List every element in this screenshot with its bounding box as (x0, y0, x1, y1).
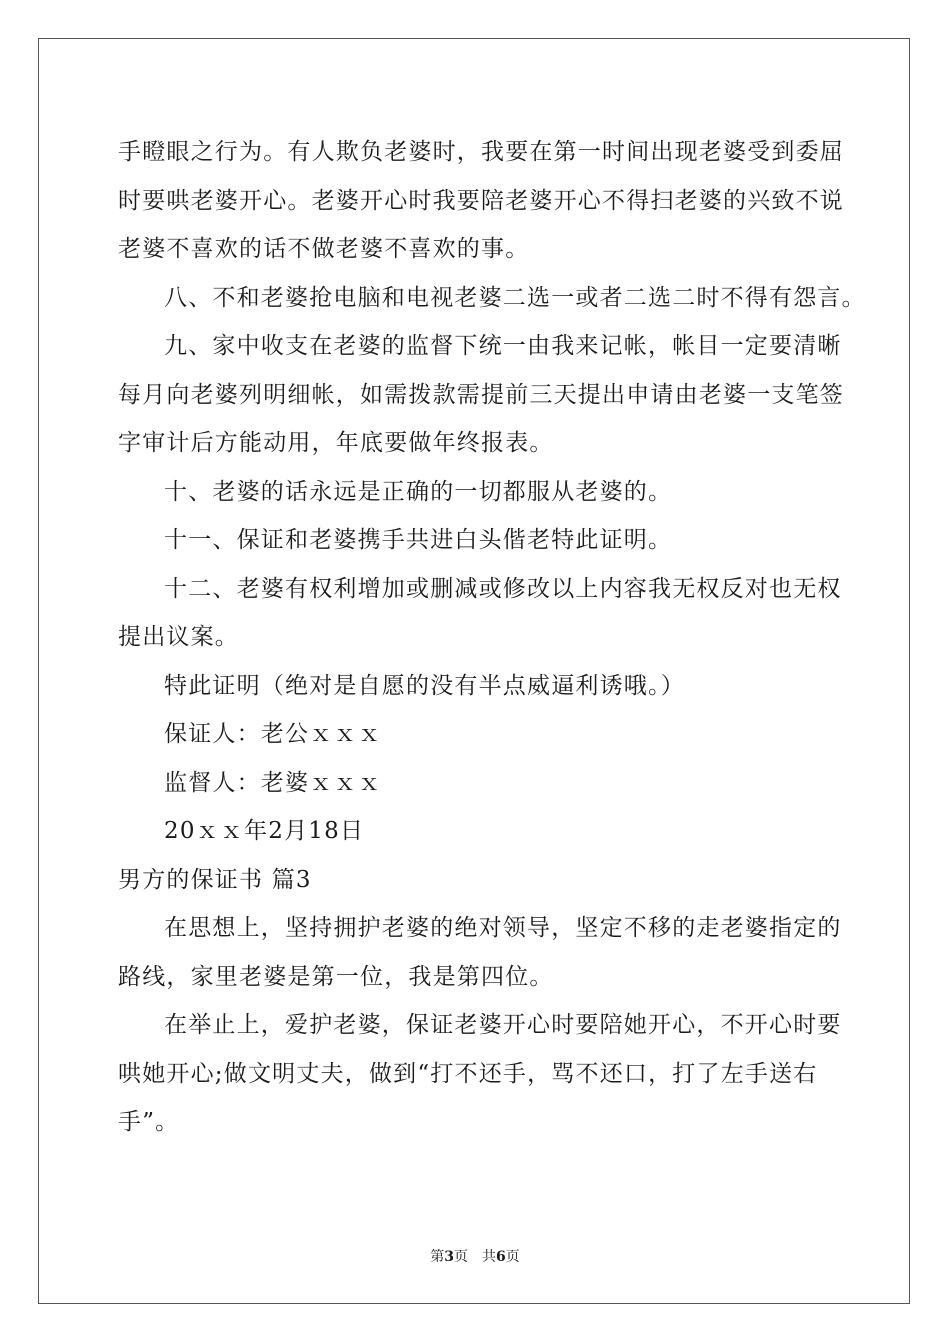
page-footer (0, 1246, 950, 1266)
paragraph-line: 八、不和老婆抢电脑和电视老婆二选一或者二选二时不得有怨言。 (164, 284, 866, 311)
document-body (118, 128, 866, 1147)
paragraph-line: 手瞪眼之行为。有人欺负老婆时，我要在第一时间出现老婆受到委屈 (118, 139, 844, 165)
paragraph-line: 路线，家里老婆是第一位，我是第四位。 (118, 963, 554, 990)
footer-middle: 页 共 (454, 1249, 496, 1265)
paragraph-line: 时要哄老婆开心。老婆开心时我要陪老婆开心不得扫老婆的兴致不说 (118, 187, 844, 214)
date-line: 20ｘｘ年2月18日 (164, 818, 365, 844)
paragraph-line: 字审计后方能动用，年底要做年终报表。 (118, 430, 554, 456)
footer-prefix: 第 (430, 1249, 445, 1265)
supervisor-line: 监督人：老婆ｘｘｘ (164, 769, 382, 796)
footer-suffix: 页 (505, 1249, 520, 1265)
current-page-number: 3 (444, 1249, 454, 1265)
paragraph-line: 每月向老婆列明细帐，如需拨款需提前三天提出申请由老婆一支笔签 (118, 381, 844, 408)
paragraph-line: 十二、老婆有权利增加或删减或修改以上内容我无权反对也无权 (164, 575, 842, 602)
paragraph-line: 手”。 (118, 1109, 180, 1135)
paragraph-line: 提出议案。 (118, 624, 239, 650)
paragraph-line: 在举止上，爱护老婆，保证老婆开心时要陪她开心，不开心时要 (164, 1012, 842, 1038)
paragraph-line: 九、家中收支在老婆的监督下统一由我来记帐，帐目一定要清晰 (164, 333, 842, 359)
section-heading: 男方的保证书 篇3 (118, 866, 312, 893)
total-page-number: 6 (496, 1249, 506, 1265)
paragraph-line: 在思想上，坚持拥护老婆的绝对领导，坚定不移的走老婆指定的 (164, 915, 842, 941)
paragraph-line: 老婆不喜欢的话不做老婆不喜欢的事。 (118, 236, 530, 262)
guarantor-line: 保证人：老公ｘｘｘ (164, 721, 382, 747)
paragraph-line: 十、老婆的话永远是正确的一切都服从老婆的。 (164, 478, 673, 505)
certification-line: 特此证明（绝对是自愿的没有半点威逼利诱哦。） (164, 672, 685, 699)
paragraph-line: 哄她开心;做文明丈夫，做到“打不还手，骂不还口，打了左手送右 (118, 1060, 818, 1087)
paragraph-line: 十一、保证和老婆携手共进白头偕老特此证明。 (164, 527, 673, 553)
